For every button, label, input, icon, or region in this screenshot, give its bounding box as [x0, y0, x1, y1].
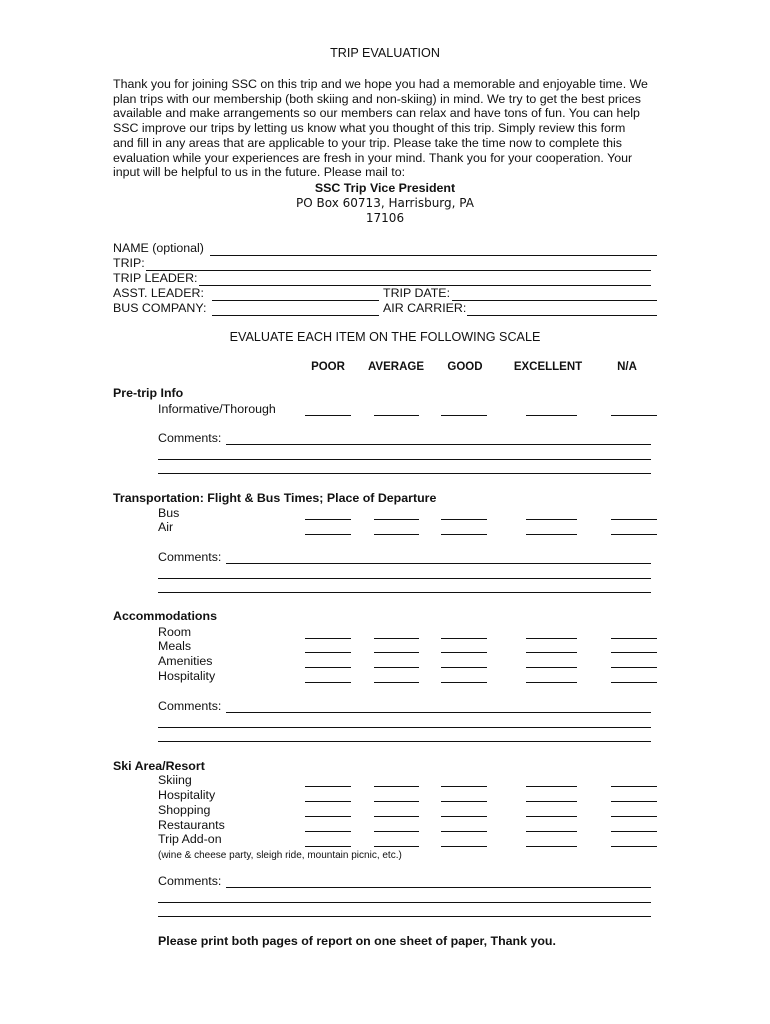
rating-blank-good[interactable]: [441, 816, 487, 817]
bus-company-field-line[interactable]: [212, 315, 379, 316]
rating-blank-average[interactable]: [374, 534, 419, 535]
name-field-line[interactable]: [210, 255, 657, 256]
rating-item: Meals: [158, 639, 192, 653]
scale-good: GOOD: [447, 361, 483, 373]
rating-item: Informative/Thorough: [158, 402, 276, 416]
mail-recipient: SSC Trip Vice President: [314, 181, 456, 195]
rating-blank-excellent[interactable]: [526, 638, 577, 639]
rating-item: Restaurants: [158, 818, 225, 832]
rating-blank-poor[interactable]: [305, 534, 351, 535]
comment-line[interactable]: [226, 712, 651, 713]
intro-line: plan trips with our membership (both skiing and non-skiing) in mind. We try to get the best prices: [113, 91, 641, 106]
rating-blank-excellent[interactable]: [526, 816, 577, 817]
rating-item: Amenities: [158, 654, 213, 668]
scale-average: AVERAGE: [367, 361, 425, 373]
trip-field-line[interactable]: [146, 270, 651, 271]
comment-line[interactable]: [226, 887, 651, 888]
mail-zip: 17106: [365, 211, 405, 225]
rating-blank-poor[interactable]: [305, 786, 351, 787]
rating-blank-average[interactable]: [374, 682, 419, 683]
air-carrier-field-line[interactable]: [467, 315, 657, 316]
comment-line[interactable]: [158, 741, 651, 742]
footer-note: Please print both pages of report on one sheet of paper, Thank you.: [158, 934, 556, 948]
intro-line: SSC improve our trips by letting us know what you thought of this trip. Simply review this form: [113, 121, 626, 136]
rating-blank-excellent[interactable]: [526, 801, 577, 802]
rating-blank-excellent[interactable]: [526, 667, 577, 668]
rating-blank-good[interactable]: [441, 831, 487, 832]
rating-blank-na[interactable]: [611, 667, 657, 668]
rating-blank-good[interactable]: [441, 415, 487, 416]
rating-blank-poor[interactable]: [305, 831, 351, 832]
rating-blank-na[interactable]: [611, 534, 657, 535]
rating-blank-poor[interactable]: [305, 682, 351, 683]
asst-leader-field-line[interactable]: [212, 300, 379, 301]
rating-item: Shopping: [158, 803, 211, 817]
rating-blank-average[interactable]: [374, 638, 419, 639]
trip-date-field-label: TRIP DATE:: [383, 286, 451, 300]
rating-blank-poor[interactable]: [305, 801, 351, 802]
rating-blank-average[interactable]: [374, 801, 419, 802]
rating-blank-good[interactable]: [441, 638, 487, 639]
trip-add-on-note: (wine & cheese party, sleigh ride, mountain picnic, etc.): [158, 850, 402, 861]
rating-blank-poor[interactable]: [305, 652, 351, 653]
rating-blank-na[interactable]: [611, 816, 657, 817]
rating-blank-average[interactable]: [374, 816, 419, 817]
rating-blank-poor[interactable]: [305, 846, 351, 847]
rating-blank-good[interactable]: [441, 846, 487, 847]
rating-blank-excellent[interactable]: [526, 519, 577, 520]
rating-blank-excellent[interactable]: [526, 652, 577, 653]
rating-blank-na[interactable]: [611, 846, 657, 847]
rating-blank-average[interactable]: [374, 415, 419, 416]
rating-blank-excellent[interactable]: [526, 534, 577, 535]
rating-blank-na[interactable]: [611, 638, 657, 639]
comments-label: Comments:: [158, 874, 222, 888]
comment-line[interactable]: [158, 459, 651, 460]
scale-poor: POOR: [311, 361, 345, 373]
rating-item: Air: [158, 520, 174, 534]
rating-blank-excellent[interactable]: [526, 846, 577, 847]
bus-company-field-label: BUS COMPANY:: [113, 301, 207, 315]
intro-line: and fill in any areas that are applicable to your trip. Please take the time now to complete this: [113, 135, 622, 150]
comment-line[interactable]: [226, 444, 651, 445]
rating-blank-average[interactable]: [374, 667, 419, 668]
rating-blank-good[interactable]: [441, 682, 487, 683]
mail-address-line: PO Box 60713, Harrisburg, PA: [296, 196, 474, 210]
rating-blank-poor[interactable]: [305, 638, 351, 639]
rating-blank-excellent[interactable]: [526, 682, 577, 683]
intro-line: available and make arrangements so our members can relax and have tons of fun. You can help: [113, 106, 640, 121]
scale-excellent: EXCELLENT: [513, 361, 583, 373]
intro-line: Thank you for joining SSC on this trip and we hope you had a memorable and enjoyable time. We: [113, 77, 648, 91]
comment-line[interactable]: [158, 727, 651, 728]
trip-field-label: TRIP:: [113, 256, 145, 270]
trip-leader-field-label: TRIP LEADER:: [113, 271, 198, 285]
rating-blank-average[interactable]: [374, 846, 419, 847]
intro-line: evaluation while your experiences are fresh in your mind. Thank you for your cooperation. Your: [113, 150, 633, 165]
section-title: Pre-trip Info: [113, 386, 184, 400]
rating-blank-average[interactable]: [374, 831, 419, 832]
rating-blank-excellent[interactable]: [526, 786, 577, 787]
rating-blank-good[interactable]: [441, 786, 487, 787]
comments-label: Comments:: [158, 699, 222, 713]
rating-blank-good[interactable]: [441, 534, 487, 535]
trip-date-field-line[interactable]: [452, 300, 657, 301]
rating-blank-good[interactable]: [441, 801, 487, 802]
rating-item: Hospitality: [158, 669, 216, 683]
comment-line[interactable]: [158, 916, 651, 917]
rating-blank-poor[interactable]: [305, 667, 351, 668]
rating-blank-na[interactable]: [611, 786, 657, 787]
rating-blank-average[interactable]: [374, 652, 419, 653]
section-title: Ski Area/Resort: [113, 759, 205, 773]
scale-title: EVALUATE EACH ITEM ON THE FOLLOWING SCALE: [229, 330, 541, 344]
rating-blank-poor[interactable]: [305, 415, 351, 416]
asst-leader-field-label: ASST. LEADER:: [113, 286, 204, 300]
comment-line[interactable]: [158, 578, 651, 579]
rating-blank-na[interactable]: [611, 801, 657, 802]
rating-blank-good[interactable]: [441, 652, 487, 653]
rating-item: Trip Add-on: [158, 832, 222, 846]
rating-item: Room: [158, 625, 192, 639]
rating-blank-good[interactable]: [441, 667, 487, 668]
comments-label: Comments:: [158, 431, 222, 445]
rating-item: Hospitality: [158, 788, 216, 802]
rating-blank-na[interactable]: [611, 519, 657, 520]
name-field-label: NAME (optional): [113, 241, 204, 255]
comment-line[interactable]: [158, 473, 651, 474]
rating-item: Bus: [158, 506, 180, 520]
rating-blank-na[interactable]: [611, 415, 657, 416]
page-title: TRIP EVALUATION: [330, 46, 440, 60]
rating-blank-na[interactable]: [611, 831, 657, 832]
comment-line[interactable]: [158, 592, 651, 593]
air-carrier-field-label: AIR CARRIER:: [383, 301, 467, 315]
comments-label: Comments:: [158, 550, 222, 564]
rating-blank-average[interactable]: [374, 786, 419, 787]
rating-item: Skiing: [158, 773, 192, 787]
intro-paragraph: [113, 77, 663, 180]
rating-blank-poor[interactable]: [305, 816, 351, 817]
rating-blank-excellent[interactable]: [526, 831, 577, 832]
rating-blank-good[interactable]: [441, 519, 487, 520]
section-title: Transportation: Flight & Bus Times; Place of Departure: [113, 491, 437, 505]
rating-blank-excellent[interactable]: [526, 415, 577, 416]
rating-blank-average[interactable]: [374, 519, 419, 520]
comment-line[interactable]: [158, 902, 651, 903]
rating-blank-na[interactable]: [611, 682, 657, 683]
section-title: Accommodations: [113, 609, 217, 623]
intro-line: input will be helpful to us in the future. Please mail to:: [113, 165, 406, 180]
scale-na: N/A: [617, 361, 637, 373]
rating-blank-na[interactable]: [611, 652, 657, 653]
rating-blank-poor[interactable]: [305, 519, 351, 520]
comment-line[interactable]: [226, 563, 651, 564]
